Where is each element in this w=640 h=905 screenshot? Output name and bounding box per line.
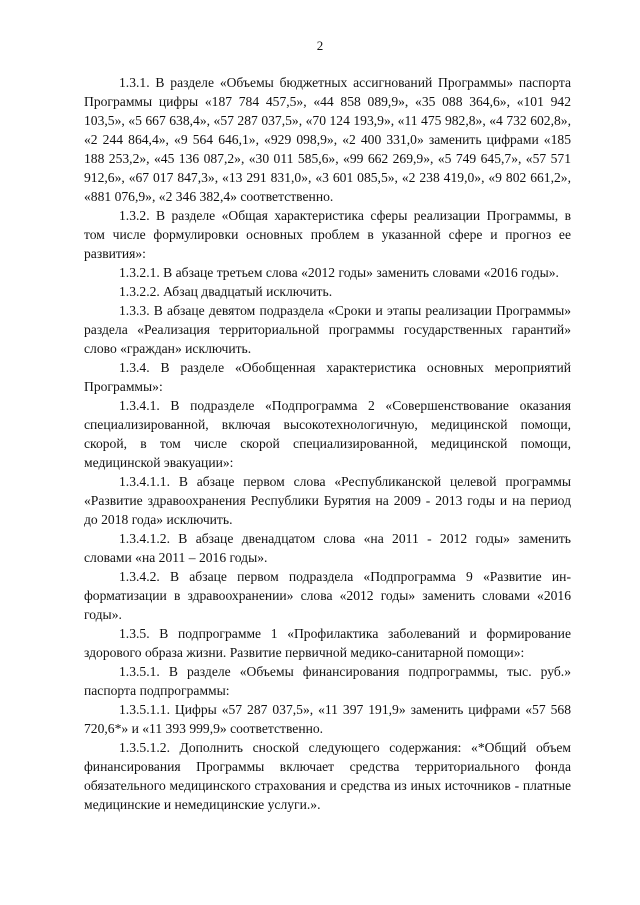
paragraph-1-3-2-2: 1.3.2.2. Абзац двадцатый исключить. <box>119 284 333 299</box>
paragraph-1-3-5-1-1: 1.3.5.1.1. Цифры «57 287 037,5», «11 397 191,9» заменить цифрами «57 568 720,6*» и «11 393 999,9» соответственно. <box>84 702 571 736</box>
paragraph-1-3-5: 1.3.5. В подпрограмме 1 «Профилактика заболеваний и формирование здорового образа жизни. Развитие первичной медико-санитарной помощи»: <box>84 626 571 660</box>
paragraph-1-3-1: 1.3.1. В разделе «Объемы бюджетных ассигнований Программы» паспорта Программы цифры «187 784 457,5», «44 858 089,9», «35 088 364,6», «101 942 103,5», «5 667 638,4», «57 287 037,5», «70 124 193,9», «11 475 982,8», «4 732 602,8», «2 244 864,4», «9 564 646,1», «929 098,9», «2 400 331,0» заменить цифрами «185 188 253,2», «45 136 087,2», «30 011 585,6», «99 662 269,9», «5 749 645,7», «57 571 912,6», «67 017 847,3», «13 291 831,0», «3 601 085,5», «2 238 419,0», «9 802 661,2», «881 076,9», «2 346 382,4» соответственно. <box>84 75 571 204</box>
page-number: 2 <box>316 38 324 53</box>
paragraph-1-3-4-1-2: 1.3.4.1.2. В абзаце двенадцатом слова «на 2011 - 2012 годы» заменить словами «на 2011 – 2016 годы». <box>84 531 571 565</box>
paragraph-1-3-3: 1.3.3. В абзаце девятом подраздела «Сроки и этапы реализации Программы» раздела «Реализация территориальной программы государственных гарантий» слово «граждан» исключить. <box>84 303 571 356</box>
paragraph-1-3-4-1: 1.3.4.1. В подразделе «Подпрограмма 2 «Совершенствование оказания специализированной, включая высокотехнологичную, медицинской помощи, скорой, в том числе скорой специализированной, медицинской помощи, медицинской эвакуации»: <box>84 398 571 470</box>
document-body <box>84 73 571 814</box>
paragraph-1-3-4-1-1: 1.3.4.1.1. В абзаце первом слова «Республиканской целевой программы «Развитие здравоохранения Республики Бурятия на 2009 - 2013 годы и на период до 2018 года» исключить. <box>84 474 571 527</box>
paragraph-1-3-2-1: 1.3.2.1. В абзаце третьем слова «2012 годы» заменить словами «2016 годы». <box>119 265 559 280</box>
paragraph-1-3-5-1: 1.3.5.1. В разделе «Объемы финансирования подпрограммы, тыс. руб.» паспорта подпрограммы: <box>84 664 571 698</box>
paragraph-1-3-5-1-2: 1.3.5.1.2. Дополнить сноской следующего содержания: «*Общий объем финансирования Программы включает средства территориального фонда обязательного медицинского страхования и средства из иных источников - платные медицинские и немедицинские услуги.». <box>84 740 571 812</box>
paragraph-1-3-4: 1.3.4. В разделе «Обобщенная характеристика основных мероприятий Программы»: <box>84 360 571 394</box>
paragraph-1-3-4-2: 1.3.4.2. В абзаце первом подраздела «Подпрограмма 9 «Развитие информатизации в здравоохранении» слова «2012 годы» заменить словами «2016 годы». <box>84 569 571 622</box>
paragraph-1-3-2: 1.3.2. В разделе «Общая характеристика сферы реализации Программы, в том числе формулировки основных проблем в указанной сфере и прогноз ее развития»: <box>84 208 571 261</box>
